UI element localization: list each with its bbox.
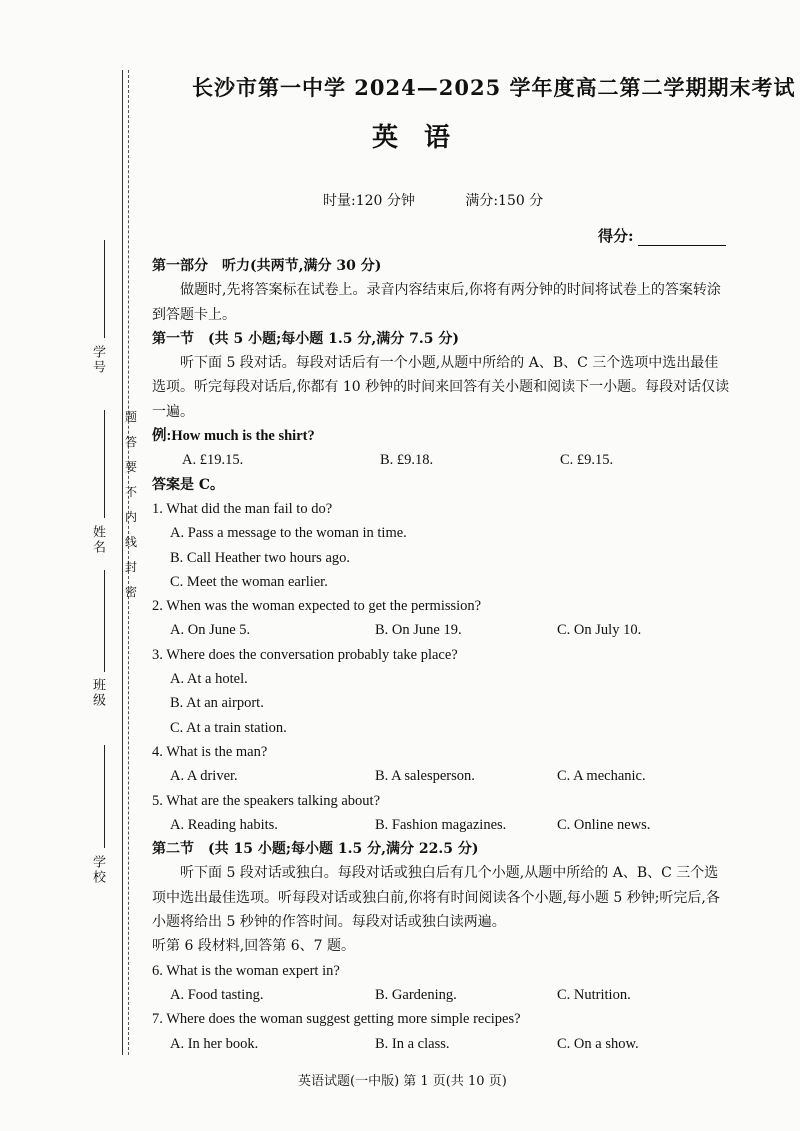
option: C. Online news. (557, 816, 651, 833)
warning-char: 要 (124, 460, 137, 474)
option: B. Gardening. (375, 986, 457, 1003)
warning-char: 题 (124, 410, 137, 424)
question-4: 4. What is the man? (152, 743, 268, 760)
warning-char: 密 (124, 585, 137, 599)
section1-instruction: 听下面 5 段对话。每段对话后有一个小题,从题中所给的 A、B、C 三个选项中选出最佳选项。听完每段对话后,你都有 10 秒钟的时间来回答有关小题和阅读下一小题。每段对话仅读一遍。 (152, 355, 730, 420)
option: B. On June 19. (375, 622, 462, 639)
options-row (152, 1032, 732, 1056)
example-option: A. £19.15. (182, 452, 244, 469)
exam-meta (323, 190, 589, 210)
option: C. On July 10. (557, 622, 642, 639)
seal-warning-text (123, 405, 139, 605)
subject-title: 英语 (372, 123, 477, 153)
question-3: 3. Where does the conversation probably take place? (152, 646, 458, 663)
warning-char: 内 (124, 510, 137, 524)
option: A. On June 5. (170, 622, 251, 639)
margin-class-blank (104, 570, 105, 672)
question-6: 6. What is the woman expert in? (152, 962, 340, 979)
time-limit: 时量:120 分钟 (323, 193, 415, 209)
margin-student-id-label: 学号 (90, 345, 105, 375)
page-footer: 英语试题(一中版) 第 1 页(共 10 页) (298, 1074, 507, 1089)
margin-name-label: 姓名 (90, 525, 105, 555)
option: B. Call Heather two hours ago. (170, 549, 351, 566)
score-blank[interactable] (638, 231, 726, 246)
example-question: 例:How much is the shirt? (152, 428, 315, 445)
section2-instruction: 听下面 5 段对话或独白。每段对话或独白后有几个小题,从题中所给的 A、B、C 三个选项中选出最佳选项。听每段对话或独白前,你将有时间阅读各个小题,每小题 5 秒钟;听完后,各小题将给出 5 秒钟的作答时间。每段对话或独白读两遍。 (152, 865, 720, 931)
score-label: 得分: (598, 227, 634, 245)
margin-school-label: 学校 (90, 855, 105, 885)
option: A. A driver. (170, 768, 238, 785)
margin-school-blank (104, 745, 105, 848)
full-score: 满分:150 分 (465, 193, 544, 209)
margin-student-id-blank (104, 240, 105, 338)
warning-char: 线 (124, 535, 137, 549)
margin-class-label: 班级 (90, 678, 105, 708)
option: C. Nutrition. (557, 986, 631, 1003)
example-answer: 答案是 C。 (152, 476, 225, 493)
question-1: 1. What did the man fail to do? (152, 500, 333, 517)
options-row (152, 813, 732, 837)
margin-name-blank (104, 410, 105, 518)
section1-heading: 第一节 (共 5 小题;每小题 1.5 分,满分 7.5 分) (152, 330, 459, 347)
warning-char: 答 (124, 435, 137, 449)
question-7: 7. Where does the woman suggest getting more simple recipes? (152, 1011, 521, 1028)
option: A. At a hotel. (170, 671, 248, 688)
option: B. Fashion magazines. (375, 816, 507, 833)
example-options (152, 448, 732, 472)
material-6-note: 听第 6 段材料,回答第 6、7 题。 (152, 938, 355, 955)
option: C. Meet the woman earlier. (170, 573, 328, 590)
option: A. Food tasting. (170, 986, 264, 1003)
section2-heading: 第二节 (共 15 小题;每小题 1.5 分,满分 22.5 分) (152, 841, 479, 858)
option: A. Pass a message to the woman in time. (170, 525, 407, 542)
option: C. On a show. (557, 1035, 639, 1052)
question-2: 2. When was the woman expected to get the permission? (152, 598, 482, 615)
options-row (152, 764, 732, 788)
exam-content (152, 254, 732, 1056)
question-5: 5. What are the speakers talking about? (152, 792, 381, 809)
warning-char: 封 (124, 560, 137, 574)
option: A. Reading habits. (170, 816, 278, 833)
example-option: C. £9.15. (560, 452, 614, 469)
option: C. A mechanic. (557, 768, 646, 785)
option: C. At a train station. (170, 719, 287, 736)
part1-heading: 第一部分 听力(共两节,满分 30 分) (152, 258, 382, 274)
option: B. At an airport. (170, 695, 264, 712)
score-field (598, 225, 726, 246)
option: B. A salesperson. (375, 768, 475, 785)
option: A. In her book. (170, 1035, 259, 1052)
options-row (152, 618, 732, 642)
part1-instruction: 做题时,先将答案标在试卷上。录音内容结束后,你将有两分钟的时间将试卷上的答案转涂到答题卡上。 (152, 282, 721, 323)
options-row (152, 983, 732, 1007)
option: B. In a class. (375, 1035, 450, 1052)
example-option: B. £9.18. (380, 452, 434, 469)
exam-title: 长沙市第一中学 2024—2025 学年度高二第二学期期末考试 (192, 75, 796, 100)
warning-char: 不 (124, 485, 137, 499)
